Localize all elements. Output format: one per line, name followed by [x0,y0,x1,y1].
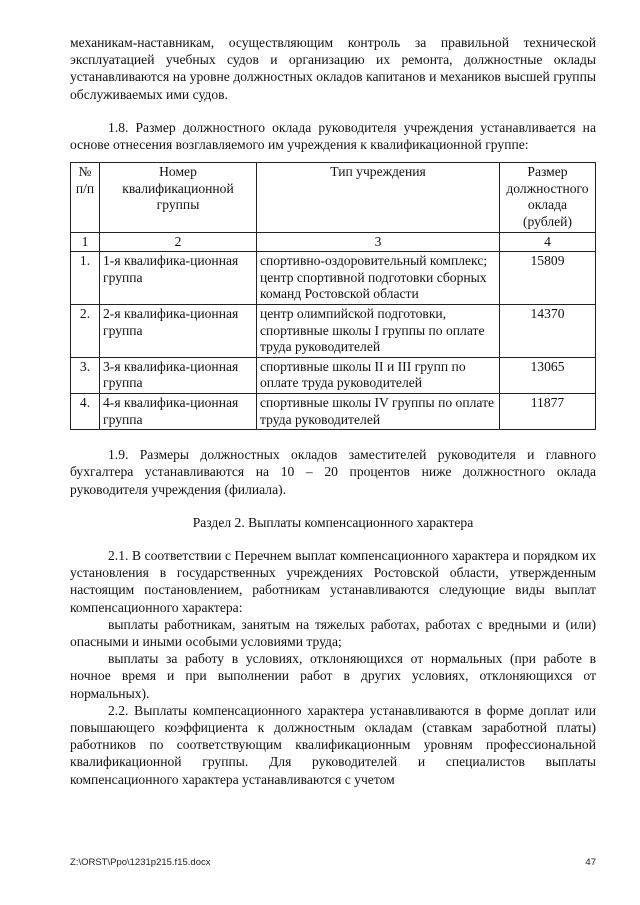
row-salary: 11877 [500,393,596,429]
section-title: Раздел 2. Выплаты компенсационного характера [192,514,474,530]
row-type: центр олимпийской подготовки, спортивные школы I группы по оплате труда руководителей [257,304,500,357]
paragraph-hard-work: выплаты работникам, занятым на тяжелых работах, работах с вредными и (или) опасными и иными особыми условиями труда; [70,616,596,649]
page-number: 47 [585,857,596,868]
index-cell: 2 [100,232,257,252]
file-path: Z:\ORST\Ppo\1231p215.f15.docx [70,857,211,868]
paragraph-2-2: 2.2. Выплаты компенсационного характера устанавливаются в форме доплат или повышающего коэффициента к должностным окладам (ставкам заработной платы) работников по соответствующим квалификационным уровням профессиональной квалификационной группы. Для руководителей и специалистов выплаты компенсационного характера устанавливаются с учетом [70,702,596,787]
row-type: спортивные школы IV группы по оплате труда руководителей [257,393,500,429]
index-cell: 1 [71,232,100,252]
row-group: 3-я квалифика-ционная группа [100,357,257,393]
header-group: Номер квалификационной группы [100,163,257,232]
row-type: спортивные школы II и III групп по оплате труда руководителей [257,357,500,393]
qualification-table [70,162,596,430]
paragraph-1-9: 1.9. Размеры должностных окладов заместителей руководителя и главного бухгалтера устанавливаются на 10 – 20 процентов ниже должностного оклада руководителя учреждения (филиала). [70,447,596,497]
table-header-row [71,163,596,232]
table-index-row [71,232,596,252]
table-row [71,304,596,357]
row-num: 3. [71,357,100,393]
paragraph-top: механикам-наставникам, осуществляющим контроль за правильной технической эксплуатацией учебных судов и организацию их ремонта, должностные оклады устанавливаются на уровне должностных окладов капитанов и механиков высшей группы обслуживаемых ими судов. [70,35,596,102]
row-salary: 13065 [500,357,596,393]
row-salary: 14370 [500,304,596,357]
index-cell: 3 [257,232,500,252]
page-footer [70,857,596,868]
row-type: спортивно-оздоровительный комплекс; центр спортивной подготовки сборных команд Ростовской области [257,252,500,305]
row-num: 1. [71,252,100,305]
index-cell: 4 [500,232,596,252]
document-page [70,34,596,788]
header-salary: Размер должностного оклада (рублей) [500,163,596,232]
row-salary: 15809 [500,252,596,305]
table-row [71,393,596,429]
header-type: Тип учреждения [257,163,500,232]
row-group: 4-я квалифика-ционная группа [100,393,257,429]
table-row [71,252,596,305]
row-group: 1-я квалифика-ционная группа [100,252,257,305]
paragraph-2-1: 2.1. В соответствии с Перечнем выплат компенсационного характера и порядком их установления в государственных учреждениях Ростовской области, утвержденным настоящим постановлением, работникам устанавливаются следующие виды выплат компенсационного характера: [70,547,596,615]
paragraph-1-8: 1.8. Размер должностного оклада руководителя учреждения устанавливается на основе отнесения возглавляемого им учреждения к квалификационной группе: [70,119,596,153]
row-num: 2. [71,304,100,357]
row-group: 2-я квалифика-ционная группа [100,304,257,357]
paragraph-deviating-conditions: выплаты за работу в условиях, отклоняющихся от нормальных (при работе в ночное время и при выполнении работ в других условиях, отклоняющихся от нормальных). [70,651,596,701]
row-num: 4. [71,393,100,429]
table-row [71,357,596,393]
header-num: № п/п [71,163,100,232]
